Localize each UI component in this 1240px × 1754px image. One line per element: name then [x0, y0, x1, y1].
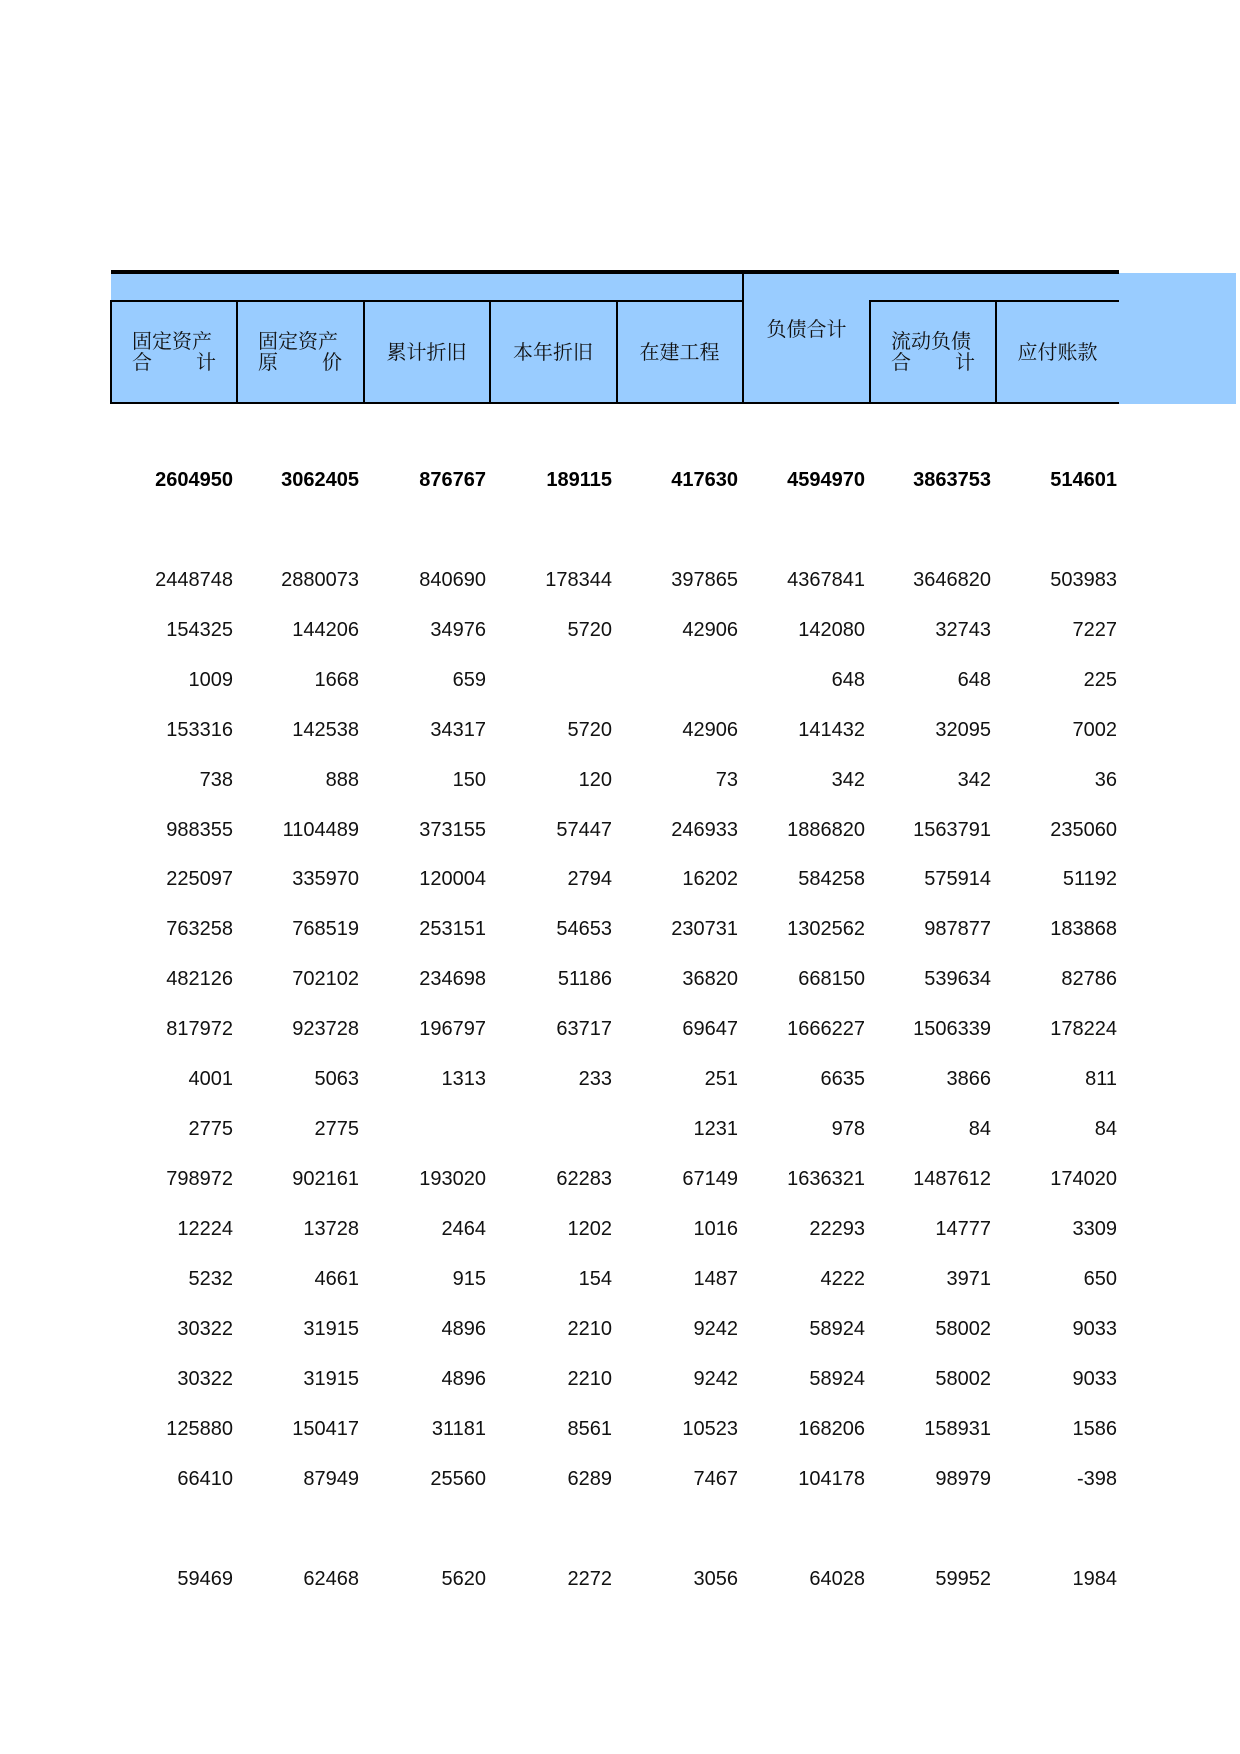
table-cell: 178344 — [545, 569, 612, 591]
table-cell: 154325 — [166, 619, 233, 641]
table-cell: 978 — [831, 1118, 865, 1140]
table-cell: 59952 — [935, 1568, 991, 1590]
table-row — [111, 914, 1119, 944]
table-cell: 988355 — [166, 819, 233, 841]
table-cell: 5063 — [314, 1068, 359, 1090]
table-cell: 5232 — [188, 1268, 233, 1290]
table-cell: 768519 — [292, 918, 359, 940]
table-cell: 150417 — [292, 1418, 359, 1440]
table-cell: 659 — [452, 669, 486, 691]
table-cell: 225097 — [166, 868, 233, 890]
table-cell: 2775 — [314, 1118, 359, 1140]
header-annual-depreciation: 本年折旧 — [513, 339, 593, 364]
table-cell: 3863753 — [913, 469, 991, 491]
table-cell: 648 — [957, 669, 991, 691]
table-cell: 142538 — [292, 719, 359, 741]
table-cell: 840690 — [419, 569, 486, 591]
table-cell: 66410 — [177, 1468, 233, 1490]
top-rule — [111, 270, 1119, 274]
table-cell: 57447 — [556, 819, 612, 841]
table-cell: 876767 — [419, 469, 486, 491]
table-cell: 2794 — [567, 868, 612, 890]
table-cell: 1104489 — [282, 819, 359, 841]
table-cell: 51186 — [557, 968, 612, 990]
table-cell: 1487612 — [913, 1168, 991, 1190]
table-cell: 817972 — [166, 1018, 233, 1040]
table-cell: 22293 — [809, 1218, 865, 1240]
table-cell: 397865 — [671, 569, 738, 591]
table-row — [111, 1314, 1119, 1344]
table-cell: 1886820 — [787, 819, 865, 841]
table-cell: 153316 — [166, 719, 233, 741]
table-row — [111, 715, 1119, 745]
table-cell: 234698 — [419, 968, 486, 990]
table-cell: 2272 — [567, 1568, 612, 1590]
table-cell: 5720 — [567, 619, 612, 641]
table-cell: 923728 — [292, 1018, 359, 1040]
table-cell: 1984 — [1072, 1568, 1117, 1590]
table-row — [111, 1564, 1119, 1594]
table-cell: 2775 — [188, 1118, 233, 1140]
table-cell: 10523 — [682, 1418, 738, 1440]
table-cell: 1202 — [567, 1218, 612, 1240]
table-cell: 54653 — [556, 918, 612, 940]
table-cell: 3866 — [946, 1068, 991, 1090]
table-cell: 62283 — [556, 1168, 612, 1190]
table-cell: 150 — [452, 769, 486, 791]
table-cell: 34317 — [430, 719, 486, 741]
table-row — [111, 665, 1119, 695]
table-cell: 584258 — [798, 868, 865, 890]
table-cell: 915 — [452, 1268, 486, 1290]
table-cell: 7227 — [1072, 619, 1117, 641]
table-row — [111, 815, 1119, 845]
table-cell: 650 — [1083, 1268, 1117, 1290]
table-cell: 62468 — [303, 1568, 359, 1590]
table-cell: 168206 — [798, 1418, 865, 1440]
table-cell: 9242 — [693, 1318, 738, 1340]
table-cell: 1506339 — [913, 1018, 991, 1040]
table-cell: 668150 — [798, 968, 865, 990]
table-cell: 648 — [831, 669, 865, 691]
header-current-liabilities: 流动负债 合 计 — [891, 329, 975, 374]
table-cell: 42906 — [682, 619, 738, 641]
table-cell: 58002 — [935, 1368, 991, 1390]
table-cell: 8561 — [567, 1418, 612, 1440]
table-cell: 31915 — [303, 1368, 359, 1390]
table-cell: 3056 — [693, 1568, 738, 1590]
table-cell: 1586 — [1072, 1418, 1117, 1440]
table-cell: 4367841 — [787, 569, 865, 591]
table-cell: 251 — [704, 1068, 738, 1090]
table-cell: 193020 — [419, 1168, 486, 1190]
table-cell: 235060 — [1050, 819, 1117, 841]
table-row-total — [111, 465, 1119, 495]
table-cell: 178224 — [1050, 1018, 1117, 1040]
table-cell: 32743 — [935, 619, 991, 641]
table-cell: 9242 — [693, 1368, 738, 1390]
table-cell: 1009 — [188, 669, 233, 691]
table-cell: 3062405 — [281, 469, 359, 491]
table-cell: 36820 — [682, 968, 738, 990]
header-fixed-assets-original: 固定资产 原 价 — [258, 329, 342, 374]
table-cell: 253151 — [419, 918, 486, 940]
table-cell: 3309 — [1072, 1218, 1117, 1240]
table-cell: 6289 — [567, 1468, 612, 1490]
table-cell: 539634 — [924, 968, 991, 990]
table-row — [111, 1464, 1119, 1494]
table-cell: 514601 — [1050, 469, 1117, 491]
table-cell: 174020 — [1050, 1168, 1117, 1190]
table-cell: 36 — [1094, 769, 1117, 791]
table-cell: 4896 — [441, 1368, 486, 1390]
table-cell: 225 — [1083, 669, 1117, 691]
table-cell: 142080 — [798, 619, 865, 641]
table-cell: 3646820 — [913, 569, 991, 591]
table-cell: 25560 — [430, 1468, 486, 1490]
table-cell: 58002 — [935, 1318, 991, 1340]
header-accounts-payable: 应付账款 — [1017, 339, 1098, 364]
table-cell: 196797 — [419, 1018, 486, 1040]
table-cell: 104178 — [798, 1468, 865, 1490]
table-cell: 4896 — [441, 1318, 486, 1340]
table-row — [111, 1064, 1119, 1094]
table-cell: 233 — [578, 1068, 612, 1090]
table-cell: 30322 — [177, 1318, 233, 1340]
table-cell: 1016 — [693, 1218, 738, 1240]
table-cell: 84 — [1094, 1118, 1117, 1140]
table-cell: 9033 — [1072, 1368, 1117, 1390]
table-cell: 763258 — [166, 918, 233, 940]
table-row — [111, 864, 1119, 894]
table-cell: 1666227 — [787, 1018, 865, 1040]
table-cell: 9033 — [1072, 1318, 1117, 1340]
table-cell: 2210 — [567, 1368, 612, 1390]
table-cell: 335970 — [292, 868, 359, 890]
table-cell: 63717 — [556, 1018, 612, 1040]
header-accumulated-depreciation: 累计折旧 — [386, 339, 467, 364]
table-cell: 64028 — [809, 1568, 865, 1590]
table-cell: 1636321 — [787, 1168, 865, 1190]
table-cell: 2210 — [567, 1318, 612, 1340]
table-cell: 125880 — [166, 1418, 233, 1440]
table-cell: 798972 — [166, 1168, 233, 1190]
table-cell: 16202 — [682, 868, 738, 890]
table-cell: -398 — [1076, 1468, 1117, 1490]
table-cell: 13728 — [303, 1218, 359, 1240]
table-cell: 503983 — [1050, 569, 1117, 591]
table-row — [111, 615, 1119, 645]
table-cell: 98979 — [935, 1468, 991, 1490]
table-cell: 12224 — [177, 1218, 233, 1240]
table-cell: 1563791 — [913, 819, 991, 841]
table-cell: 120 — [578, 769, 612, 791]
table-cell: 2604950 — [155, 469, 233, 491]
table-row — [111, 1164, 1119, 1194]
table-cell: 230731 — [671, 918, 738, 940]
table-cell: 1302562 — [787, 918, 865, 940]
table-cell: 69647 — [682, 1018, 738, 1040]
table-cell: 1231 — [693, 1118, 738, 1140]
table-cell: 246933 — [671, 819, 738, 841]
table-cell: 811 — [1085, 1068, 1117, 1090]
table-row — [111, 1264, 1119, 1294]
table-cell: 183868 — [1050, 918, 1117, 940]
table-cell: 987877 — [924, 918, 991, 940]
table-cell: 4594970 — [787, 469, 865, 491]
table-cell: 32095 — [935, 719, 991, 741]
table-cell: 58924 — [809, 1318, 865, 1340]
table-cell: 575914 — [924, 868, 991, 890]
table-cell: 5620 — [441, 1568, 486, 1590]
table-row — [111, 765, 1119, 795]
table-row — [111, 964, 1119, 994]
table-cell: 373155 — [419, 819, 486, 841]
table-cell: 4222 — [820, 1268, 865, 1290]
table-cell: 342 — [831, 769, 865, 791]
table-cell: 58924 — [809, 1368, 865, 1390]
table-cell: 3971 — [946, 1268, 991, 1290]
table-cell: 141432 — [798, 719, 865, 741]
table-cell: 888 — [325, 769, 359, 791]
table-cell: 84 — [968, 1118, 991, 1140]
table-cell: 87949 — [303, 1468, 359, 1490]
table-cell: 31181 — [431, 1418, 486, 1440]
table-cell: 42906 — [682, 719, 738, 741]
table-cell: 59469 — [177, 1568, 233, 1590]
table-cell: 342 — [957, 769, 991, 791]
table-cell: 7002 — [1072, 719, 1117, 741]
table-cell: 51192 — [1062, 868, 1117, 890]
table-row — [111, 1364, 1119, 1394]
table-cell: 702102 — [292, 968, 359, 990]
table-cell: 7467 — [693, 1468, 738, 1490]
table-cell: 154 — [578, 1268, 612, 1290]
table-cell: 2448748 — [155, 569, 233, 591]
table-cell: 31915 — [303, 1318, 359, 1340]
table-cell: 5720 — [567, 719, 612, 741]
table-cell: 73 — [715, 769, 738, 791]
table-row — [111, 1114, 1119, 1144]
table-cell: 1487 — [693, 1268, 738, 1290]
table-row — [111, 565, 1119, 595]
table-row — [111, 1014, 1119, 1044]
table-cell: 30322 — [177, 1368, 233, 1390]
table-cell: 158931 — [924, 1418, 991, 1440]
table-cell: 14777 — [935, 1218, 991, 1240]
table-cell: 902161 — [292, 1168, 359, 1190]
table-cell: 120004 — [419, 868, 486, 890]
table-cell: 34976 — [430, 619, 486, 641]
table-cell: 738 — [199, 769, 233, 791]
table-cell: 4001 — [188, 1068, 233, 1090]
table-cell: 1668 — [314, 669, 359, 691]
table-cell: 2880073 — [281, 569, 359, 591]
table-cell: 482126 — [166, 968, 233, 990]
table-cell: 6635 — [820, 1068, 865, 1090]
table-row — [111, 1214, 1119, 1244]
header-construction-in-progress: 在建工程 — [639, 339, 720, 364]
table-cell: 417630 — [671, 469, 738, 491]
table-cell: 1313 — [441, 1068, 486, 1090]
header-right-block — [1119, 273, 1236, 404]
table-cell: 82786 — [1061, 968, 1117, 990]
table-cell: 189115 — [546, 469, 612, 491]
table-cell: 144206 — [292, 619, 359, 641]
table-cell: 2464 — [441, 1218, 486, 1240]
header-total-liabilities: 负债合计 — [766, 317, 847, 341]
table-cell: 67149 — [682, 1168, 738, 1190]
table-cell: 4661 — [314, 1268, 359, 1290]
header-fixed-assets-total: 固定资产 合 计 — [132, 329, 216, 374]
table-row — [111, 1414, 1119, 1444]
